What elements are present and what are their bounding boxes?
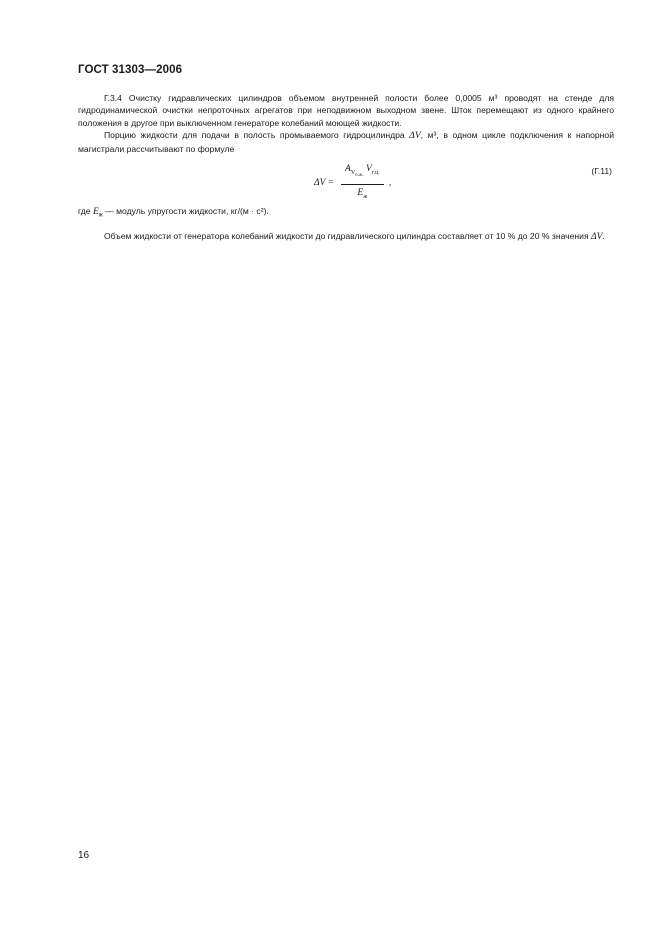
equation-number: (Г.11)	[591, 166, 612, 177]
paragraph-portion-end: , м³, в одном цикле подключения к напорной магистрали рассчитывают по формуле	[78, 130, 615, 154]
numerator-a-subsub: о.ж.	[355, 173, 364, 179]
document-body	[78, 92, 614, 244]
numerator-a: A	[345, 164, 351, 175]
paragraph-volume-end: .	[602, 231, 605, 242]
numerator-v-sub: г.ц.	[371, 169, 380, 176]
where-symbol-sub: ж	[98, 212, 103, 219]
denominator-e-sub: ж	[363, 193, 368, 200]
paragraph-portion-start: Порцию жидкости для подачи в полость промываемого гидроцилиндра	[104, 130, 405, 141]
formula-fraction	[341, 163, 384, 203]
numerator-v: V	[366, 164, 372, 175]
document-header: ГОСТ 31303—2006	[78, 64, 183, 76]
formula-denominator	[357, 185, 367, 203]
where-text: — модуль упругости жидкости, кг/(м · с²).	[102, 206, 269, 217]
where-clause	[78, 205, 614, 222]
paragraph-portion	[78, 129, 614, 155]
formula-numerator	[341, 163, 384, 184]
formula-comma: ,	[388, 177, 392, 188]
formula-lhs: ΔV =	[314, 177, 334, 188]
paragraph-g34: Г.3.4 Очистку гидравлических цилиндров объемом внутренней полости более 0,0005 м³ проводят на стенде для гидродинамической очистки непроточных агрегатов при неподвижном выходном звене. Шток перемещают из одного крайнего положения в другое при выключенном генераторе колебаний моющей жидкости.	[78, 93, 614, 128]
formula-row	[78, 161, 614, 201]
denominator-e: E	[357, 187, 364, 198]
delta-v-symbol-2: ΔV	[591, 232, 603, 243]
paragraph-volume-start: Объем жидкости от генератора колебаний жидкости до гидравлического цилиндра составляет от 10 % до 20 % значения	[104, 231, 592, 242]
delta-v-symbol: ΔV	[409, 131, 421, 142]
page-number: 16	[78, 850, 90, 861]
paragraph-volume	[78, 230, 614, 243]
where-prefix: где	[78, 206, 91, 217]
numerator-a-sub: V	[350, 169, 356, 176]
where-symbol: E	[92, 207, 99, 218]
formula-g11	[314, 163, 391, 203]
